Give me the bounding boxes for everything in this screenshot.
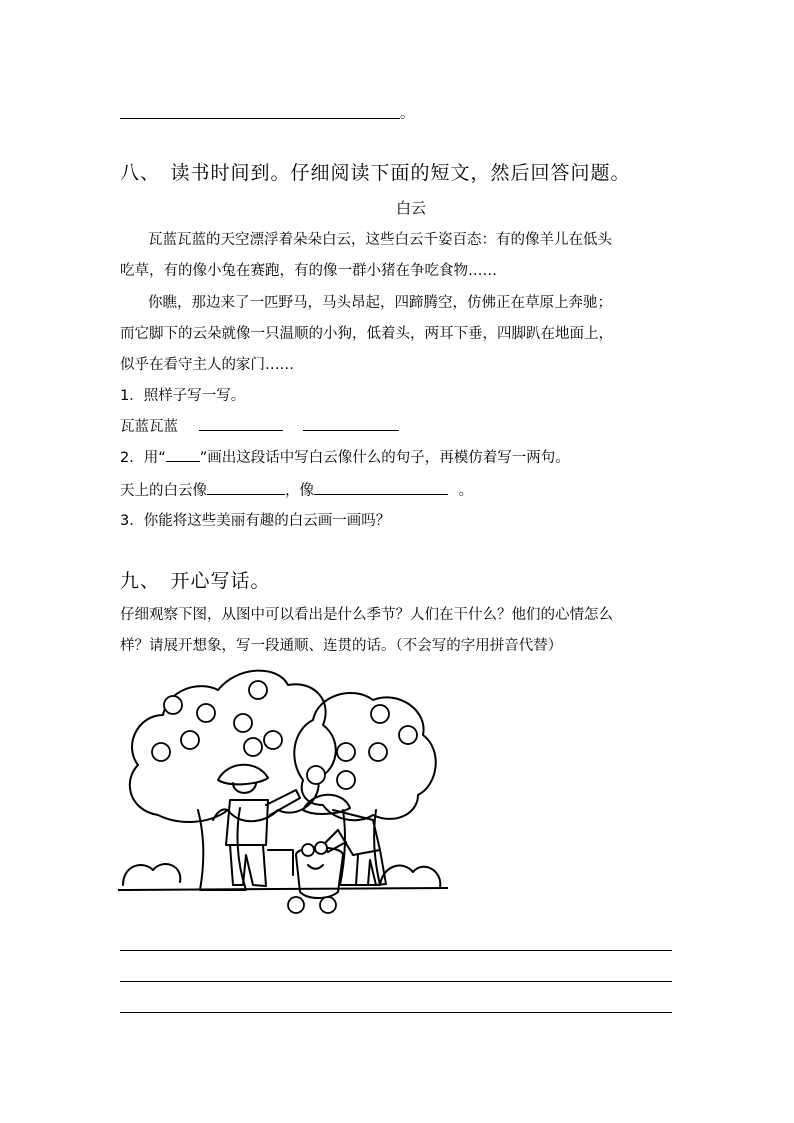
- q2-answer-prefix: 天上的白云像: [120, 483, 207, 499]
- bush-left: [123, 864, 180, 885]
- writing-prompt-line2: 样？请展开想象，写一段通顺、连贯的话。（不会写的字用拼音代替）: [120, 638, 563, 654]
- apple: [337, 743, 355, 761]
- apple: [371, 705, 389, 723]
- person-1-hat: [218, 765, 268, 785]
- apple: [288, 897, 304, 913]
- person-1-legs: [230, 845, 266, 886]
- writing-line-3[interactable]: [120, 1012, 672, 1013]
- q2-answer-end: 。: [458, 483, 474, 499]
- writing-line-2[interactable]: [120, 981, 672, 982]
- person-1-body: [226, 800, 268, 845]
- example-word: 瓦蓝瓦蓝: [120, 419, 178, 435]
- apple: [399, 726, 417, 744]
- q2-blank-1[interactable]: [207, 494, 285, 495]
- passage-para2-line1: 你瞧，那边来了一匹野马，马头昂起，四蹄腾空，仿佛正在草原上奔驰；: [148, 295, 612, 311]
- apple: [249, 681, 267, 699]
- apple: [197, 704, 215, 722]
- apple: [234, 714, 252, 732]
- q2-answer-mid: ，像: [285, 483, 314, 499]
- passage-title: 白云: [396, 199, 427, 217]
- q1-blank-1[interactable]: [199, 430, 283, 431]
- question-2: [120, 446, 570, 467]
- apple: [264, 731, 282, 749]
- apple: [369, 743, 387, 761]
- section-9-heading: 九、 开心写话。: [120, 570, 271, 592]
- question-2-answer: [120, 479, 473, 500]
- section-8-heading: 八、 读书时间到。仔细阅读下面的短文，然后回答问题。: [120, 162, 631, 184]
- apple: [181, 731, 199, 749]
- answer-line-end-mark: 。: [400, 106, 415, 122]
- passage-para2-line3: 似乎在看守主人的家门……: [120, 357, 294, 373]
- writing-prompt-line1: 仔细观察下图，从图中可以看出是什么季节？人们在干什么？他们的心情怎么: [120, 607, 613, 623]
- apple: [315, 842, 327, 854]
- q2-text-pre: 2．用“: [120, 450, 166, 466]
- apple: [244, 738, 262, 756]
- apple-picking-illustration: [118, 660, 448, 920]
- question-1: 1．照样子写一写。: [120, 388, 246, 404]
- apple: [152, 743, 170, 761]
- q1-blank-2[interactable]: [303, 430, 399, 431]
- bush-right: [380, 866, 440, 888]
- question-1-example: [120, 415, 399, 436]
- passage-para1-line1: 瓦蓝瓦蓝的天空漂浮着朵朵白云，这些白云千姿百态：有的像羊儿在低头: [148, 232, 612, 248]
- right-tree-canopy: [294, 693, 435, 820]
- passage-para1-line2: 吃草，有的像小兔在赛跑，有的像一群小猪在争吃食物……: [120, 263, 497, 279]
- q2-blank-2[interactable]: [314, 494, 448, 495]
- answer-line-top[interactable]: [120, 104, 400, 119]
- apple: [337, 771, 355, 789]
- basket: [296, 848, 343, 899]
- apple: [164, 696, 182, 714]
- writing-line-1[interactable]: [120, 950, 672, 951]
- q2-inline-mark-blank: [166, 461, 200, 462]
- apple: [307, 766, 325, 784]
- apple: [302, 844, 314, 856]
- ground-line: [118, 888, 448, 890]
- question-3: 3．你能将这些美丽有趣的白云画一画吗？: [120, 513, 391, 529]
- q2-text-post: ”画出这段话中写白云像什么的句子，再模仿着写一两句。: [199, 450, 570, 466]
- apple: [320, 897, 336, 913]
- passage-para2-line2: 而它脚下的云朵就像一只温顺的小狗，低着头，两耳下垂，四脚趴在地面上，: [120, 326, 613, 342]
